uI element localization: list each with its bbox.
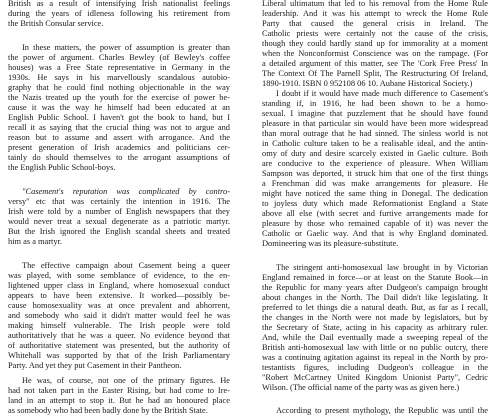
text-line: The effective campaign about Casement being a queer xyxy=(22,261,230,270)
text-line: appears to have been extensive. It worked—possibly be- xyxy=(8,291,230,300)
text-line: to joyless duty which made Reformationist England a State xyxy=(262,199,488,208)
text-line: houses) was a Free State representative in Germany in the xyxy=(8,63,230,72)
text-line: Party that caused the general crisis in Ireland. The xyxy=(262,19,488,28)
text-line: Liberal ultimatum that led to his removal from the Home Rule xyxy=(262,0,488,8)
text-line: reason but to assume and assert with arrogance. And the xyxy=(8,133,230,142)
text-line: than moral outrage that he had sinned. The sinless world is not xyxy=(262,129,488,138)
text-line: about changes in the North. The Dail didn't like legislating. It xyxy=(262,293,488,302)
text-line: Catholic priests were certainly not the cause of the crisis, xyxy=(262,29,488,38)
text-line: 1930s. He says in his marvellously scandalous autobio- xyxy=(8,73,230,82)
text-line: the British Consular service. xyxy=(8,19,104,28)
text-line: He was, of course, not one of the primary figures. He xyxy=(22,376,230,385)
text-line: the Secretary of State, acting in his capacity as arbitrary ruler. xyxy=(262,323,488,332)
text-line: Whitehall was supported by that of the Irish Parliamentary xyxy=(8,351,230,360)
text-line: was played, with some semblance of evidence, to the en- xyxy=(8,271,230,280)
text-line: "Casement's reputation was complicated by contro- xyxy=(22,187,230,196)
text-line: Party. And yet they put Casement in their Pantheon. xyxy=(8,361,182,370)
text-line: Catholic or Gaelic way. And that is why England dominated. xyxy=(262,229,488,238)
text-line: recall it as saying that the crucial thing was not to argue and xyxy=(8,123,230,132)
text-line: making himself vulnerable. The Irish people were told xyxy=(8,321,230,330)
text-line: might have noticed the same thing in Donegal. The dedication xyxy=(262,189,488,198)
text-line: pleasure by those who remained capable of it) was never the xyxy=(262,219,488,228)
text-line: in Catholic culture taken to be a realisable ideal, and the antin- xyxy=(262,139,488,148)
text-line: omy of duty and desire scarcely existed in Gaelic culture. Both xyxy=(262,149,488,158)
text-line: of authoritative statement was presented, but the authority of xyxy=(8,341,230,350)
text-line: the English Public School-boys. xyxy=(8,163,116,172)
text-line: cause it was the way he himself had been educated at an xyxy=(8,103,230,112)
text-line: a detailed argument of this matter, see The 'Cork Free Press' In xyxy=(262,59,488,68)
text-line: versy" etc that was certainly the intention in 1916. The xyxy=(8,197,230,206)
text-line: land in an attempt to stop it. But he had an honoured place xyxy=(8,396,230,405)
text-line: and somebody who said it didn't matter would feel he was xyxy=(8,311,230,320)
text-line: present generation of Irish academics and politicians cer- xyxy=(8,143,230,152)
text-line: the power of argument. Charles Bewley (of Bewley's coffee xyxy=(8,53,230,62)
text-line: above all else (with secret and furtive arrangements made for xyxy=(262,209,488,218)
text-line: standing if, in 1916, he had been shown to be a homo- xyxy=(262,99,488,108)
text-line: would never treat a sexual degenerate as a patriotic martyr. xyxy=(8,217,230,226)
text-line: In these matters, the power of assumption is greater than xyxy=(22,43,230,52)
text-line: English Public School. I haven't got the book to hand, but I xyxy=(8,113,230,122)
text-line: the changes in the North were not made by legislators, but by xyxy=(262,313,488,322)
text-line: sexual. I imagine that puzzlement that he should have found xyxy=(262,109,488,118)
text-line: during the years of idleness following his retirement from xyxy=(8,9,230,18)
text-line: was a continuing agitation against its repeal in the North by pro- xyxy=(262,353,488,362)
text-line: preferred to let things die a natural death. But, as far as I recall, xyxy=(262,303,488,312)
text-line: The Context Of The Parnell Split, The Restructuring Of Ireland, xyxy=(262,69,488,78)
text-line: But the Irish ignored the English scandal sheets and treated xyxy=(8,227,230,236)
text-line: are conducive to the experience of pleasure. When William xyxy=(262,159,488,168)
text-line: Wilson. (The official name of the party was as given here.) xyxy=(262,383,460,392)
text-line: leadership. And it was his attempt to wreck the Home Rule xyxy=(262,9,488,18)
text-line: According to present mythology, the Republic was until the xyxy=(276,406,488,415)
text-line: a Frenchman did was make arrangements for pleasure. He xyxy=(262,179,488,188)
text-line: British anti-homosexual law with little or no public outcry, there xyxy=(262,343,488,352)
text-line: Sampson was deported, it struck him that one of the first things xyxy=(262,169,488,178)
text-line: testantists figures, including Dudgeon's colleague in the xyxy=(262,363,488,372)
text-line: the Republic for many years after Dudgeon's campaign brought xyxy=(262,283,488,292)
text-line: Irish were told by a number of English newspapers that they xyxy=(8,207,230,216)
text-line: And, while the Dail eventually made a sweeping repeal of the xyxy=(262,333,488,342)
text-line: him as a martyr. xyxy=(8,237,62,246)
text-line: as somebody who had been badly done by the British State. xyxy=(8,406,208,415)
text-line: authoritatively that he was a queer. No evidence beyond that xyxy=(8,331,230,340)
text-line: England remained in force—or at least on the Statute Book—in xyxy=(262,273,488,282)
text-line: cause homosexuality was at once prevalent and abhorrent, xyxy=(8,301,230,310)
text-line: tainly do should themselves to the arrogant assumptions of xyxy=(8,153,230,162)
text-line: "Robert McCartney United Kingdom Unionist Party", Cedric xyxy=(262,373,488,382)
text-line: The stringent anti-homosexual law brought in by Victorian xyxy=(276,263,488,272)
text-line: lightened upper class in England, where homosexual conduct xyxy=(8,281,230,290)
text-line: when the Nonconformist Conscience was on the rampage. (For xyxy=(262,49,488,58)
text-line: the Nazis treated up the youth for the exercise of power be- xyxy=(8,93,230,102)
text-line: British as a result of intensifying Irish nationalist feelings xyxy=(8,0,230,8)
text-line: I doubt if it would have made much difference to Casement's xyxy=(276,89,488,98)
text-line: had not taken part in the Easter Rising, but had come to Ire- xyxy=(8,386,230,395)
text-line: graphy that he could find nothing objectionable in the way xyxy=(8,83,230,92)
text-line: though they could hardly stand up for immorality at a moment xyxy=(262,39,488,48)
text-line: Domineering was its pleasure-substitute. xyxy=(262,239,399,248)
text-line: 1890-1910. ISBN 0 952108 06 10. Aubane Historical Society.) xyxy=(262,79,473,88)
text-line: pleasure in that particular sin would have been more widespread xyxy=(262,119,488,128)
